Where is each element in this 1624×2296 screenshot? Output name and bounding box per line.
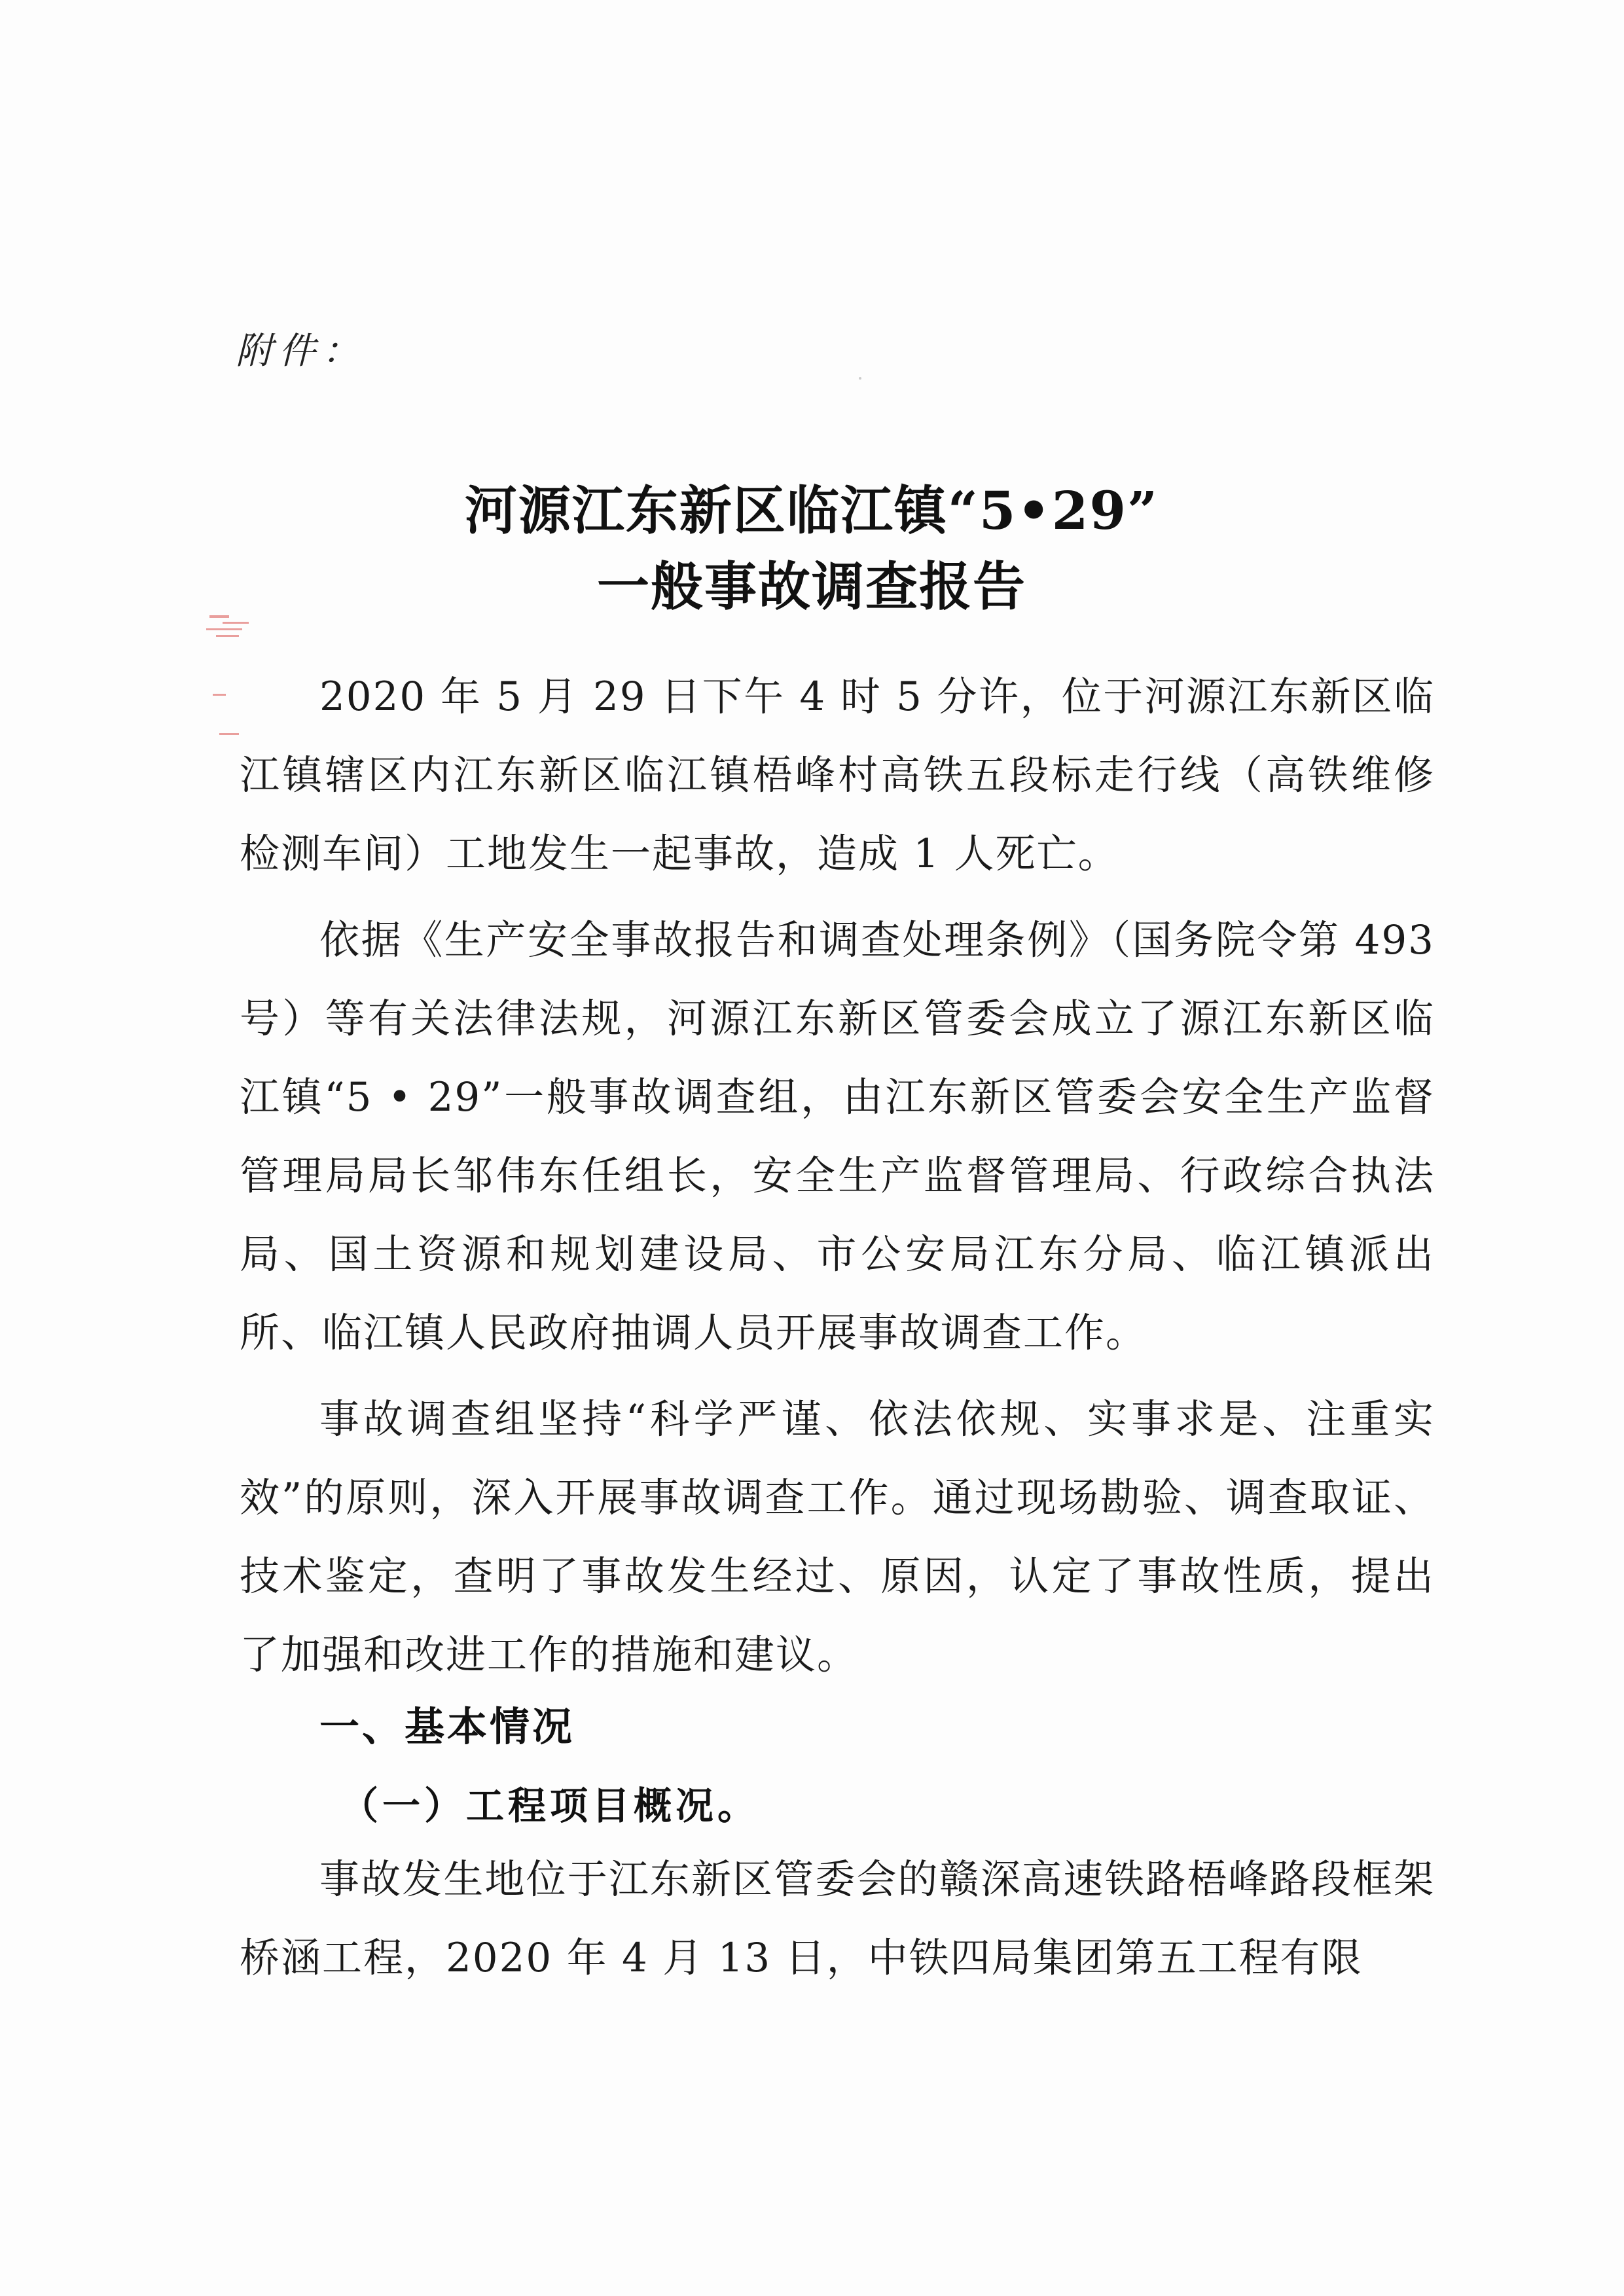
annex-label: 附件：	[236, 330, 365, 372]
paragraph-project-overview: 事故发生地位于江东新区管委会的赣深高速铁路梧峰路段框架桥涵工程，2020 年 4 月 13 日，中铁四局集团第五工程有限	[240, 1856, 1435, 1981]
section-heading-basic-info: 一、基本情况	[319, 1704, 575, 1750]
intro-body	[240, 658, 1435, 1695]
project-overview-body	[240, 1840, 1435, 1998]
subsection-heading-project-overview: （一）工程项目概况。	[340, 1784, 760, 1828]
scan-speck	[859, 377, 861, 380]
report-title-line1: 河源江东新区临江镇“5•29”	[464, 480, 1159, 541]
paragraph-legal-basis: 依据《生产安全事故报告和调查处理条例》（国务院令第 493 号）等有关法律法规，河源江东新区管委会成立了源江东新区临江镇“5 • 29”一般事故调查组，由江东新区管委会安全生产监督管理局局长邹伟东任组长，安全生产监督管理局、行政综合执法局、国土资源和规划建设局、市公安局江东分局、临江镇派出所、临江镇人民政府抽调人员开展事故调查工作。	[240, 917, 1435, 1356]
paragraph-investigation-principles: 事故调查组坚持“科学严谨、依法依规、实事求是、注重实效”的原则，深入开展事故调查工作。通过现场勘验、调查取证、技术鉴定，查明了事故发生经过、原因，认定了事故性质，提出了加强和改进工作的措施和建议。	[240, 1396, 1435, 1678]
paragraph-incident-summary: 2020 年 5 月 29 日下午 4 时 5 分许，位于河源江东新区临江镇辖区内江东新区临江镇梧峰村高铁五段标走行线（高铁维修检测车间）工地发生一起事故，造成 1 人死亡。	[240, 673, 1435, 877]
report-title-line2: 一般事故调查报告	[597, 556, 1026, 617]
